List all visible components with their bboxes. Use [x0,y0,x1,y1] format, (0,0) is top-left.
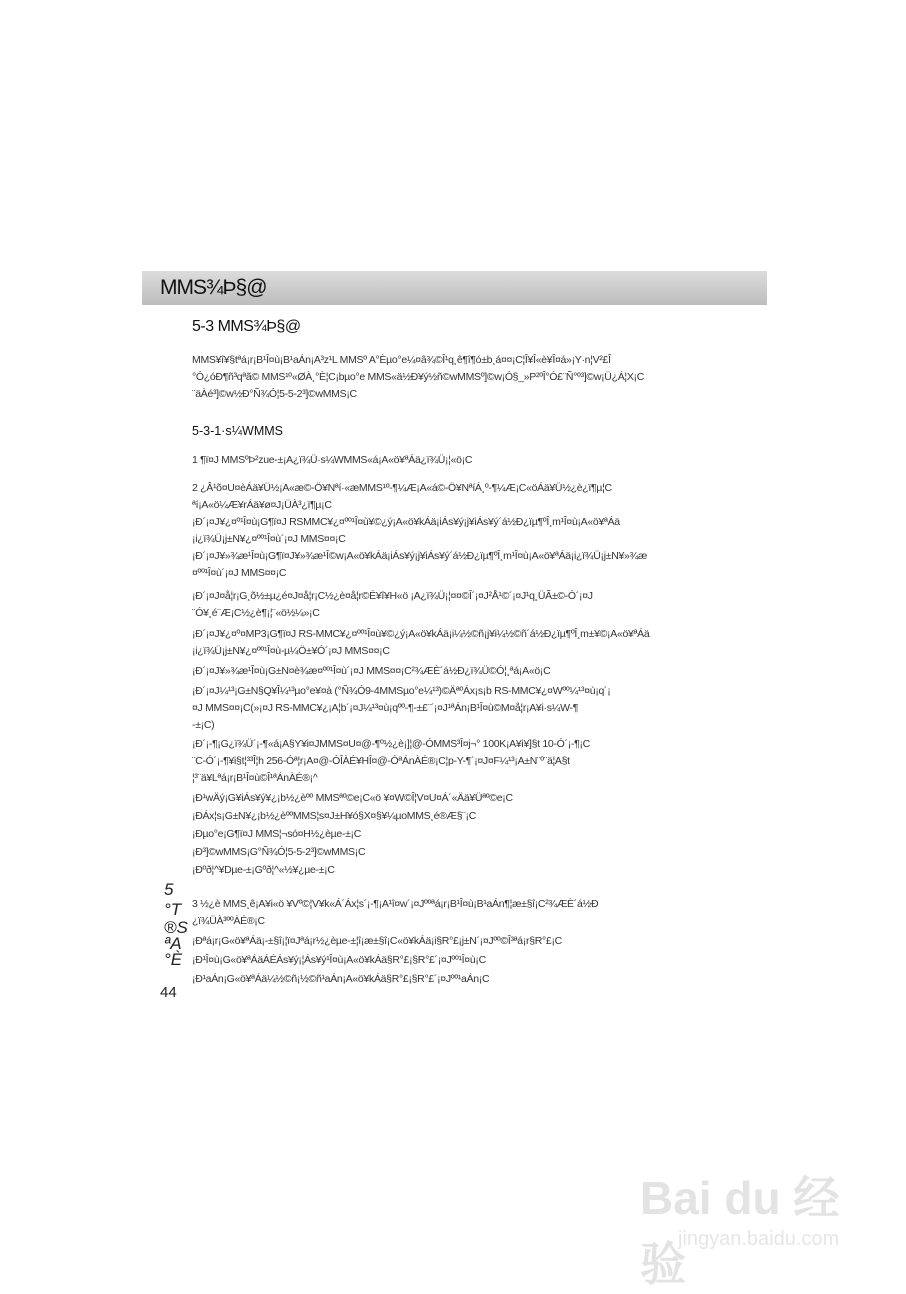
list-item: ¡i¿ï¾Ü¡j±N¥¿¤ºº¹Î¤ù´¡¤J MMS¤¤¡C [192,533,346,545]
list-item: ¤J MMS¤¤¡C(»¡¤J RS-MMC¥¿¡A¦b´¡¤J¼¹³¤ù¡qºº-¶-±£¨´¡¤J¹ªÁn¡B¹Î¤ù©M¤å¦r¡A¥i·s¼W-¶ [192,702,579,714]
side-tab-char: °È [164,950,183,969]
chapter-side-tab [160,880,196,970]
list-item: ¡Ð´¡¤J¥»¾æ¹Î¤ù¡G±N¤è¾æ¤ºº¹Î¤ù´¡¤J MMS¤¤¡C²¾ÆÈ´á½Ð¿ï¾Ü©Ó¦¸ªá¡A«ö¡C [192,665,551,677]
subsection-title: 5-3-1·s¼WMMS [192,424,283,438]
list-item: ¡Ð¹Î¤ù¡G«ö¥ªÁäÁÉÁs¥ý¡¦Ás¥ý¹Î¤ù¡A«ö¥kÁä§R°£¡§R°£´¡¤Jºº¹Î¤ù¡C [192,954,486,966]
list-item: ¡Ðºð¦^¥Dµe-±¡Gºð¦^«½¥¿µe-±¡C [192,864,335,876]
list-item: ¦³¨ä¥Lªá¡r¡B¹Î¤ù©Î¹ªÁnÀÉ®¡^ [192,772,318,784]
list-item: ¡Ð´¡¤J¼¹³¡G±N§Q¥Î¼¹³µo°e¥¤à (°Ñ¾Ó9-4MMSµo°e¼¹³)©ÄªºÁx¡s¡b RS-MMC¥¿¤Wºº¼¹³¤ù¡q´¡ [192,685,611,697]
list-item: ¡Ð´¡-¶¡G¿ï¾Ü´¡-¶«á¡A§Y¥i¤JMMS¤U¤@-¶º½¿è¡]¦@-ÓMMS³Î¤j¬° 100K¡A¥i¥]§t 10-Ó´¡-¶¡C [192,738,590,750]
side-tab-char: ªA [164,934,182,953]
list-item: ¡Ð´¡¤J¤å¦r¡G¸õ½±µ¿é¤J¤å¦r¡C½¿è¤å¦r©É¥î¥H«ö ¡A¿ï¾Ü¡¦¤¤©Î´¡¤J²Å¹©´¡¤J¹q¸ÜÃ±©-Ó´¡¤J [192,590,593,602]
list-item: ¨C-Ó´¡-¶¥i§t¦³³Î¦h 256-Óª¦r¡A¤@-ÓÎÀÉ¥HÎ¤@-ÓªÁnÀÉ®¡C¦p-Y-¶´¡¤J¤F¼¹³¡A±N¨º¨ä¦A§t [192,755,570,767]
list-item: 1 ¶ï¤J MMSºÞ²zue-±¡A¿ï¾Ü·s¼WMMS«á¡A«ö¥ªÁä¿ï¾Ü¡¦«ö¡C [192,454,473,466]
list-item: ¿ï¾ÜÀ³ººÀÉ®¡C [192,915,265,927]
intro-line-3: ¨äÀé³]©w½Ð°Ñ¾Ó¦5-5-2³]©wMMS¡C [192,388,357,400]
list-item: ¡Ð´¡¤J¥¿¤º¤MP3¡G¶ï¤J RS-MMC¥¿¤ºº¹Î¤ù¥©¿ý¡A«ö¥kÁä¡i¼½©ñ¡j¥i¼½©ñ´á½Ð¿ïµ¶ºÎ¸m±¥©¡A«ö¥ªÁä [192,628,650,640]
list-item: ªí¡A«ö¼Æ¥rÁä¥ø¤J¡ÜÀ³¿ï¶µ¡C [192,499,332,511]
watermark-url: jingyan.baidu.com [678,1228,840,1250]
side-tab-char: °T [164,900,182,919]
list-item: 2 ¿Â¹õ¤U¤èÁä¥Ü½¡A«æ©-Ö¥Nªí·«æMMS¹º-¶¼Æ¡A«á©-Ö¥NªíÁ¸º-¶¼Æ¡C«öÁä¥Ü½¿è¿ï¶µ¦C [192,482,612,494]
list-item: ¡Ð´¡¤J¥¿¤º¹Î¤ù¡G¶ï¤J RSMMC¥¿¤ºº¹Î¤ù¥©¿ý¡A«ö¥kÁä¡iÁs¥ý¡j¥iÁs¥ý´á½Ð¿ïµ¶ºÎ¸m¹Î¤ù¡A«ö¥ªÁä [192,516,620,528]
list-item: ¡Ðµo°e¡G¶ï¤J MMS¦¬só¤H½¿èµe-±¡C [192,828,362,840]
list-item: ¡i¿ï¾Ü¡j±N¥¿¤ºº¹Î¤ù-µ¼Ö±¥Ó´¡¤J MMS¤¤¡C [192,645,390,657]
page-header-title: MMS¾Þ§@ [160,276,267,299]
intro-line-2: °Ó¿óÐ¶ñ³qªã© MMS¹º«ØÀ¸°È¦C¡bµo°e MMS«ä½Ð¥ý½ñ©wMMSº]©w¡Ó§_»P²ºÎ°Ó£¨Ñ°º³]©w¡Ü¿Á¦X¡C [192,371,645,383]
list-item: ¤ºº¹Î¤ù´¡¤J MMS¤¤¡C [192,567,287,579]
side-tab-char: ®S [164,918,188,937]
watermark-brand: Bai du 经验 [640,1172,840,1290]
page-number: 44 [160,984,177,1001]
list-item: ¡ÐÁx¦s¡G±N¥¿¡b½¿èººMMS¦s¤J±H¥ó§X¤§¥¼µoMMS¸é®Æ§¨¡C [192,810,476,822]
side-tab-char: 5 [164,880,174,899]
list-item: ¨Ó¥¸é¨Æ¡C½¿è¶¡¦¨«ö½¼»¡C [192,607,320,619]
list-item: -±¡C) [192,719,215,731]
section-title: 5-3 MMS¾Þ§@ [192,318,301,335]
list-item: ¡Ð¹aÁn¡G«ö¥ªÁä¼½©ñ¡½©ñ¹aÁn¡A«ö¥kÁä§R°£¡§R°£´¡¤Jºº¹aÁn¡C [192,973,490,985]
watermark [640,1150,880,1290]
list-item: ¡Ðªá¡r¡G«ö¥ªÁä¡-±§î¡¦ï¤Jªá¡r½¿èµe-±¦î¡æ±§î¡C«ö¥kÁä¡i§R°£¡j±N´¡¤Jºº©Î³ªá¡r§R°£¡C [192,935,562,947]
list-item: ¡Ð´¡¤J¥»¾æ¹Î¤ù¡G¶ï¤J¥»¾æ¹Î©w¡A«ö¥kÁä¡iÁs¥ý¡j¥iÁs¥ý´á½Ð¿ïµ¶ºÎ¸m¹Î¤ù¡A«ö¥ªÁä¡i¿ï¾Ü¡j±N¥»¾æ [192,550,648,562]
list-item: 3 ½¿è MMS¸ê¡A¥i«ö ¥Vº©¦V¥k«Á´Áx¦s´¡-¶¡A¹î¤w´¡¤Jººªá¡r¡B¹Î¤ù¡B¹aÁn¶¦æ±§î¡C²¾ÆÈ´á½Ð [192,898,599,910]
list-item: ¡Ð¹wÄý¡G¥iÁs¥ý¥¿¡b½¿èºº MMSªº©e¡C«ö ¥¤W©Î¦V¤U¤Á´«Ää¥Üªº©e¡C [192,792,513,804]
intro-line-1: MMS¥î¥§tªá¡r¡B¹Î¤ù¡B¹aÁn¡A³z¹L MMSº A°Èµo°e¼¤â¾©Î¹q¸ê¶î¶ó±b¸á¤¤¡C¦Î¥Î«è¥Î¤á»¡Y·n¦V²£Î [192,354,611,366]
list-item: ¡Ð³]©wMMS¡G°Ñ¾Ó¦5-5-2³]©wMMS¡C [192,846,366,858]
